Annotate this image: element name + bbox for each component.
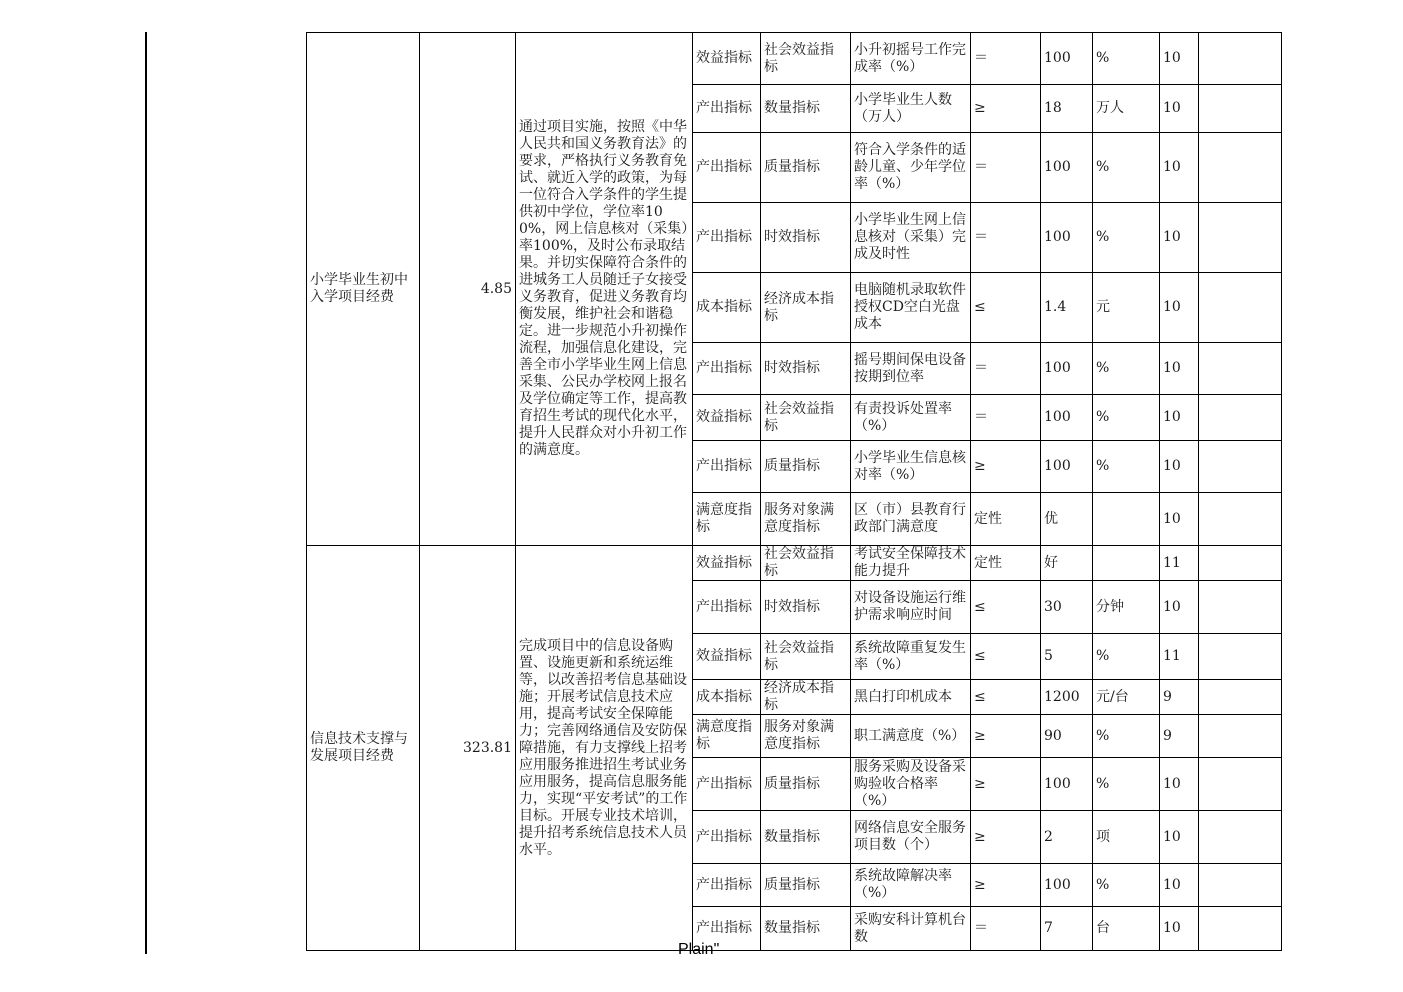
remark-cell [1199,907,1282,951]
indicator-name: 小升初摇号工作完成率（%） [851,33,971,85]
level1-indicator: 效益指标 [693,395,761,441]
operator: ＝ [971,395,1041,441]
remark-cell [1199,395,1282,441]
indicator-name: 黑白打印机成本 [851,680,971,715]
remark-cell [1199,343,1282,395]
weight: 10 [1160,581,1199,634]
weight: 10 [1160,33,1199,85]
target-value: 100 [1041,864,1093,907]
weight: 10 [1160,907,1199,951]
operator: ≥ [971,715,1041,758]
indicator-name: 采购安科计算机台数 [851,907,971,951]
remark-cell [1199,864,1282,907]
operator: ≥ [971,811,1041,864]
project-name: 小学毕业生初中入学项目经费 [307,33,420,546]
project-description: 通过项目实施，按照《中华人民共和国义务教育法》的要求，严格执行义务教育免试、就近入学的政策，为每一位符合入学条件的学生提供初中学位，学位率100%，网上信息核对（采集）率100%，及时公布录取结果。并切实保障符合条件的进城务工人员随迁子女接受义务教育，促进义务教育均衡发展，维护社会和谐稳定。进一步规范小升初操作流程，加强信息化建设，完善全市小学毕业生网上信息采集、公民办学校网上报名及学位确定等工作，提高教育招生考试的现代化水平，提升人民群众对小升初工作的满意度。 [516,33,693,546]
indicator-row [307,33,1282,85]
project-name: 信息技术支撑与发展项目经费 [307,546,420,951]
remark-cell [1199,758,1282,811]
target-value: 100 [1041,395,1093,441]
indicator-name: 对设备设施运行维护需求响应时间 [851,581,971,634]
operator: 定性 [971,493,1041,546]
operator: ＝ [971,133,1041,203]
unit: 台 [1093,907,1160,951]
level2-indicator: 时效指标 [761,343,851,395]
level1-indicator: 产出指标 [693,758,761,811]
unit: 分钟 [1093,581,1160,634]
level2-indicator: 质量指标 [761,758,851,811]
project-description: 完成项目中的信息设备购置、设施更新和系统运维等，以改善招考信息基础设施；开展考试信息技术应用，提高考试安全保障能力；完善网络通信及安防保障措施，有力支撑线上招考应用服务推进招生考试业务应用服务，提高信息服务能力，实现“平安考试”的工作目标。开展专业技术培训，提升招考系统信息技术人员水平。 [516,546,693,951]
indicator-name: 小学毕业生信息核对率（%） [851,441,971,493]
remark-cell [1199,581,1282,634]
operator: ≥ [971,758,1041,811]
indicator-name: 区（市）县教育行政部门满意度 [851,493,971,546]
target-value: 7 [1041,907,1093,951]
operator: 定性 [971,546,1041,581]
unit: % [1093,441,1160,493]
unit [1093,493,1160,546]
unit: % [1093,33,1160,85]
level2-indicator: 经济成本指标 [761,680,851,715]
unit: % [1093,758,1160,811]
remark-cell [1199,634,1282,680]
level1-indicator: 产出指标 [693,864,761,907]
remark-cell [1199,441,1282,493]
operator: ≤ [971,273,1041,343]
left-margin-line [145,32,147,954]
operator: ≥ [971,85,1041,133]
level1-indicator: 满意度指标 [693,715,761,758]
level2-indicator: 时效指标 [761,581,851,634]
level2-indicator: 服务对象满意度指标 [761,715,851,758]
target-value: 100 [1041,758,1093,811]
project-amount: 4.85 [420,33,516,546]
target-value: 100 [1041,133,1093,203]
target-value: 1200 [1041,680,1093,715]
level1-indicator: 产出指标 [693,85,761,133]
indicator-name: 小学毕业生人数（万人） [851,85,971,133]
remark-cell [1199,546,1282,581]
weight: 9 [1160,680,1199,715]
remark-cell [1199,811,1282,864]
level2-indicator: 质量指标 [761,133,851,203]
indicator-name: 符合入学条件的适龄儿童、少年学位率（%） [851,133,971,203]
remark-cell [1199,680,1282,715]
operator: ＝ [971,203,1041,273]
level1-indicator: 满意度指标 [693,493,761,546]
level2-indicator: 社会效益指标 [761,634,851,680]
operator: ＝ [971,343,1041,395]
unit: % [1093,634,1160,680]
unit: % [1093,343,1160,395]
indicator-row [307,546,1282,581]
operator: ＝ [971,33,1041,85]
operator: ≥ [971,864,1041,907]
operator: ≤ [971,680,1041,715]
target-value: 100 [1041,203,1093,273]
weight: 10 [1160,758,1199,811]
level2-indicator: 时效指标 [761,203,851,273]
indicator-name: 系统故障重复发生率（%） [851,634,971,680]
target-value: 100 [1041,343,1093,395]
weight: 10 [1160,441,1199,493]
level1-indicator: 产出指标 [693,133,761,203]
unit: % [1093,203,1160,273]
indicator-name: 服务采购及设备采购验收合格率（%） [851,758,971,811]
level2-indicator: 社会效益指标 [761,546,851,581]
remark-cell [1199,33,1282,85]
level2-indicator: 经济成本指标 [761,273,851,343]
remark-cell [1199,715,1282,758]
level2-indicator: 数量指标 [761,907,851,951]
weight: 10 [1160,811,1199,864]
unit: 项 [1093,811,1160,864]
level1-indicator: 产出指标 [693,203,761,273]
indicator-name: 有责投诉处置率（%） [851,395,971,441]
indicator-name: 摇号期间保电设备按期到位率 [851,343,971,395]
target-value: 100 [1041,441,1093,493]
remark-cell [1199,203,1282,273]
unit: 元/台 [1093,680,1160,715]
level1-indicator: 成本指标 [693,273,761,343]
level1-indicator: 产出指标 [693,811,761,864]
indicator-name: 电脑随机录取软件授权CD空白光盘成本 [851,273,971,343]
operator: ≥ [971,441,1041,493]
target-value: 好 [1041,546,1093,581]
target-value: 18 [1041,85,1093,133]
remark-cell [1199,85,1282,133]
indicator-name: 考试安全保障技术能力提升 [851,546,971,581]
level1-indicator: 产出指标 [693,581,761,634]
weight: 10 [1160,203,1199,273]
level2-indicator: 数量指标 [761,85,851,133]
weight: 10 [1160,343,1199,395]
operator: ≤ [971,634,1041,680]
remark-cell [1199,493,1282,546]
remark-cell [1199,273,1282,343]
unit: % [1093,395,1160,441]
target-value: 100 [1041,33,1093,85]
level2-indicator: 服务对象满意度指标 [761,493,851,546]
level2-indicator: 数量指标 [761,811,851,864]
remark-cell [1199,133,1282,203]
unit: % [1093,864,1160,907]
weight: 11 [1160,634,1199,680]
unit: 元 [1093,273,1160,343]
operator: ＝ [971,907,1041,951]
target-value: 30 [1041,581,1093,634]
indicator-name: 小学毕业生网上信息核对（采集）完成及时性 [851,203,971,273]
level2-indicator: 质量指标 [761,864,851,907]
operator: ≤ [971,581,1041,634]
indicator-name: 网络信息安全服务项目数（个） [851,811,971,864]
weight: 10 [1160,273,1199,343]
project-amount: 323.81 [420,546,516,951]
weight: 10 [1160,133,1199,203]
unit: 万人 [1093,85,1160,133]
level2-indicator: 社会效益指标 [761,33,851,85]
performance-indicator-table [306,32,1282,951]
level1-indicator: 效益指标 [693,634,761,680]
footer-text: Plain" [678,941,720,958]
indicator-name: 系统故障解决率（%） [851,864,971,907]
weight: 9 [1160,715,1199,758]
weight: 10 [1160,864,1199,907]
level1-indicator: 效益指标 [693,546,761,581]
target-value: 90 [1041,715,1093,758]
target-value: 2 [1041,811,1093,864]
target-value: 优 [1041,493,1093,546]
unit [1093,546,1160,581]
weight: 10 [1160,85,1199,133]
indicator-name: 职工满意度（%） [851,715,971,758]
target-value: 1.4 [1041,273,1093,343]
unit: % [1093,133,1160,203]
level1-indicator: 效益指标 [693,33,761,85]
target-value: 5 [1041,634,1093,680]
weight: 11 [1160,546,1199,581]
level1-indicator: 产出指标 [693,441,761,493]
unit: % [1093,715,1160,758]
level1-indicator: 产出指标 [693,343,761,395]
level1-indicator: 成本指标 [693,680,761,715]
level2-indicator: 社会效益指标 [761,395,851,441]
level1-indicator: 产出指标 [693,907,761,951]
weight: 10 [1160,395,1199,441]
weight: 10 [1160,493,1199,546]
level2-indicator: 质量指标 [761,441,851,493]
